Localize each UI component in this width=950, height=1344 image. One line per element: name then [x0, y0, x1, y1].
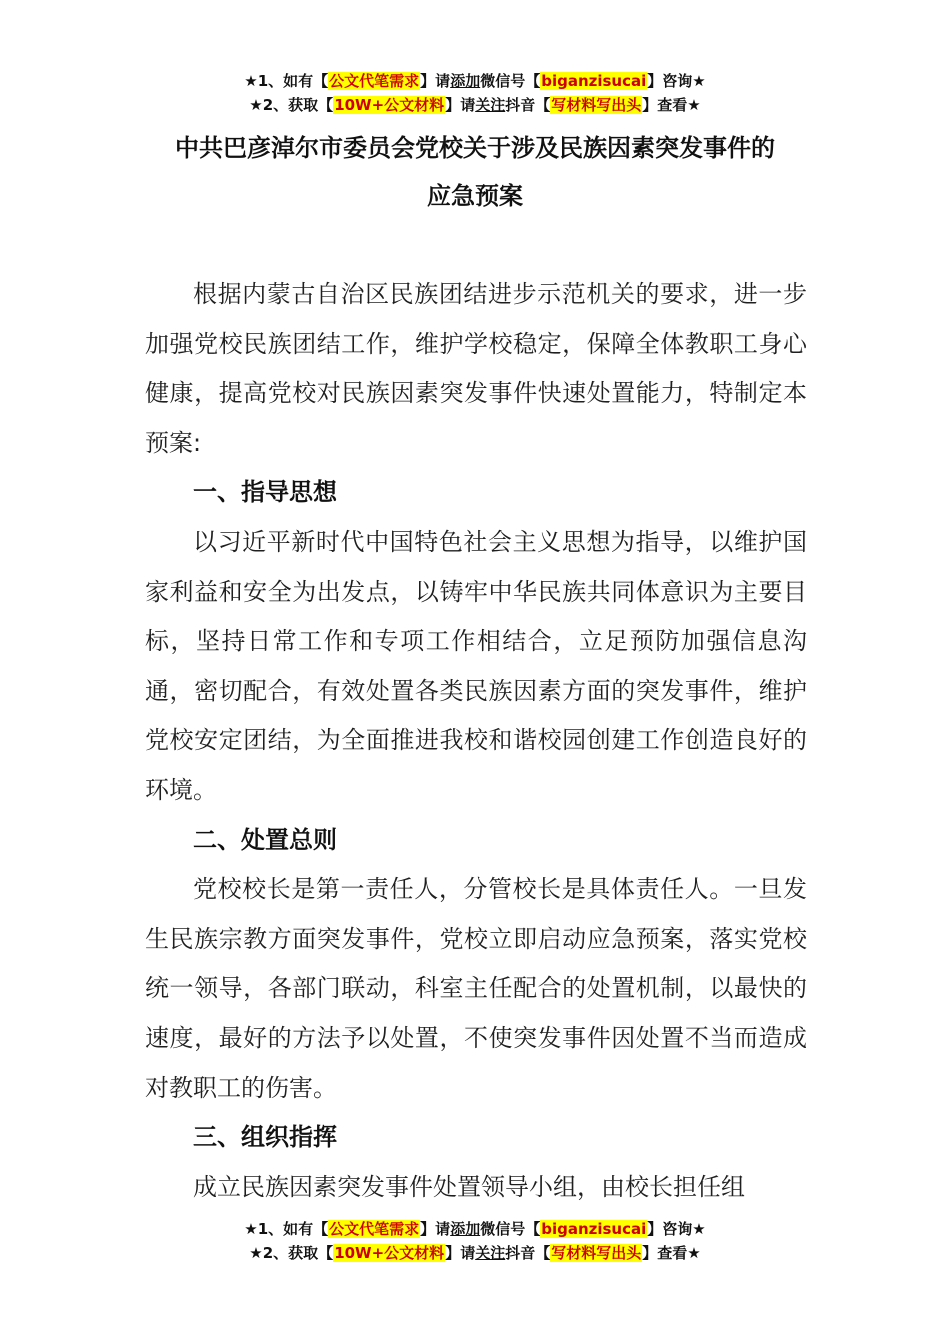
section-heading-organization-command: 三、组织指挥: [193, 1123, 337, 1152]
notice-emphasis-add: 添加: [450, 72, 481, 90]
notice-line-1-prefix: ★1、如有【: [244, 1220, 329, 1238]
notice-highlight-wechat-id: biganzisucai: [541, 72, 647, 90]
section-heading-guiding-ideology: 一、指导思想: [193, 478, 337, 507]
notice-line-1-mid: 】请: [420, 72, 451, 90]
document-body: [145, 270, 807, 1212]
notice-line-1: [0, 69, 950, 93]
intro-paragraph: 根据内蒙古自治区民族团结进步示范机关的要求，进一步加强党校民族团结工作，维护学校稳定，保障全体教职工身心健康，提高党校对民族因素突发事件快速处置能力，特制定本预案:: [145, 280, 807, 457]
notice-line-2-suffix: 】查看★: [642, 96, 701, 114]
section-paragraph-organization-command: 成立民族因素突发事件处置领导小组，由校长担任组: [193, 1172, 745, 1201]
section-paragraph-general-principles: 党校校长是第一责任人，分管校长是具体责任人。一旦发生民族宗教方面突发事件，党校立即启动应急预案，落实党校统一领导，各部门联动，科室主任配合的处置机制，以最快的速度，最好的方法予以处置，不使突发事件因处置不当而造成对教职工的伤害。: [145, 875, 807, 1102]
notice-line-2-mid2: 抖音【: [505, 1244, 551, 1262]
notice-highlight-service: 公文代笔需求: [329, 72, 420, 90]
notice-line-1-mid: 】请: [420, 1220, 451, 1238]
section-paragraph-guiding-ideology: 以习近平新时代中国特色社会主义思想为指导，以维护国家利益和安全为出发点，以铸牢中华民族共同体意识为主要目标，坚持日常工作和专项工作相结合，立足预防加强信息沟通，密切配合，有效处置各类民族因素方面的突发事件，维护党校安定团结，为全面推进我校和谐校园创建工作创造良好的环境。: [145, 527, 807, 804]
notice-emphasis-follow: 关注: [475, 1244, 506, 1262]
notice-emphasis-follow: 关注: [475, 96, 506, 114]
notice-line-2-prefix: ★2、获取【: [249, 1244, 334, 1262]
notice-line-1-suffix: 】咨询★: [647, 72, 706, 90]
notice-line-1-prefix: ★1、如有【: [244, 72, 329, 90]
section-heading-general-principles: 二、处置总则: [193, 825, 337, 854]
notice-line-2-mid2: 抖音【: [505, 96, 551, 114]
document-title: [0, 124, 950, 220]
notice-line-1: [0, 1217, 950, 1241]
notice-line-2-prefix: ★2、获取【: [249, 96, 334, 114]
notice-highlight-douyin-account: 写材料写出头: [551, 96, 642, 114]
document-title-line-1: 中共巴彦淖尔市委员会党校关于涉及民族因素突发事件的: [175, 134, 775, 162]
notice-line-2-mid: 】请: [445, 1244, 476, 1262]
notice-line-2-suffix: 】查看★: [642, 1244, 701, 1262]
notice-highlight-materials: 10W+公文材料: [334, 96, 445, 114]
notice-line-1-mid2: 微信号【: [480, 72, 541, 90]
notice-highlight-materials: 10W+公文材料: [334, 1244, 445, 1262]
top-notice-banner: [0, 69, 950, 117]
notice-line-1-suffix: 】咨询★: [647, 1220, 706, 1238]
document-title-line-2: 应急预案: [427, 182, 523, 210]
notice-line-2: [0, 93, 950, 117]
notice-emphasis-add: 添加: [450, 1220, 481, 1238]
notice-highlight-douyin-account: 写材料写出头: [551, 1244, 642, 1262]
notice-line-1-mid2: 微信号【: [480, 1220, 541, 1238]
bottom-notice-banner: [0, 1217, 950, 1265]
notice-line-2-mid: 】请: [445, 96, 476, 114]
notice-highlight-wechat-id: biganzisucai: [541, 1220, 647, 1238]
notice-line-2: [0, 1241, 950, 1265]
notice-highlight-service: 公文代笔需求: [329, 1220, 420, 1238]
